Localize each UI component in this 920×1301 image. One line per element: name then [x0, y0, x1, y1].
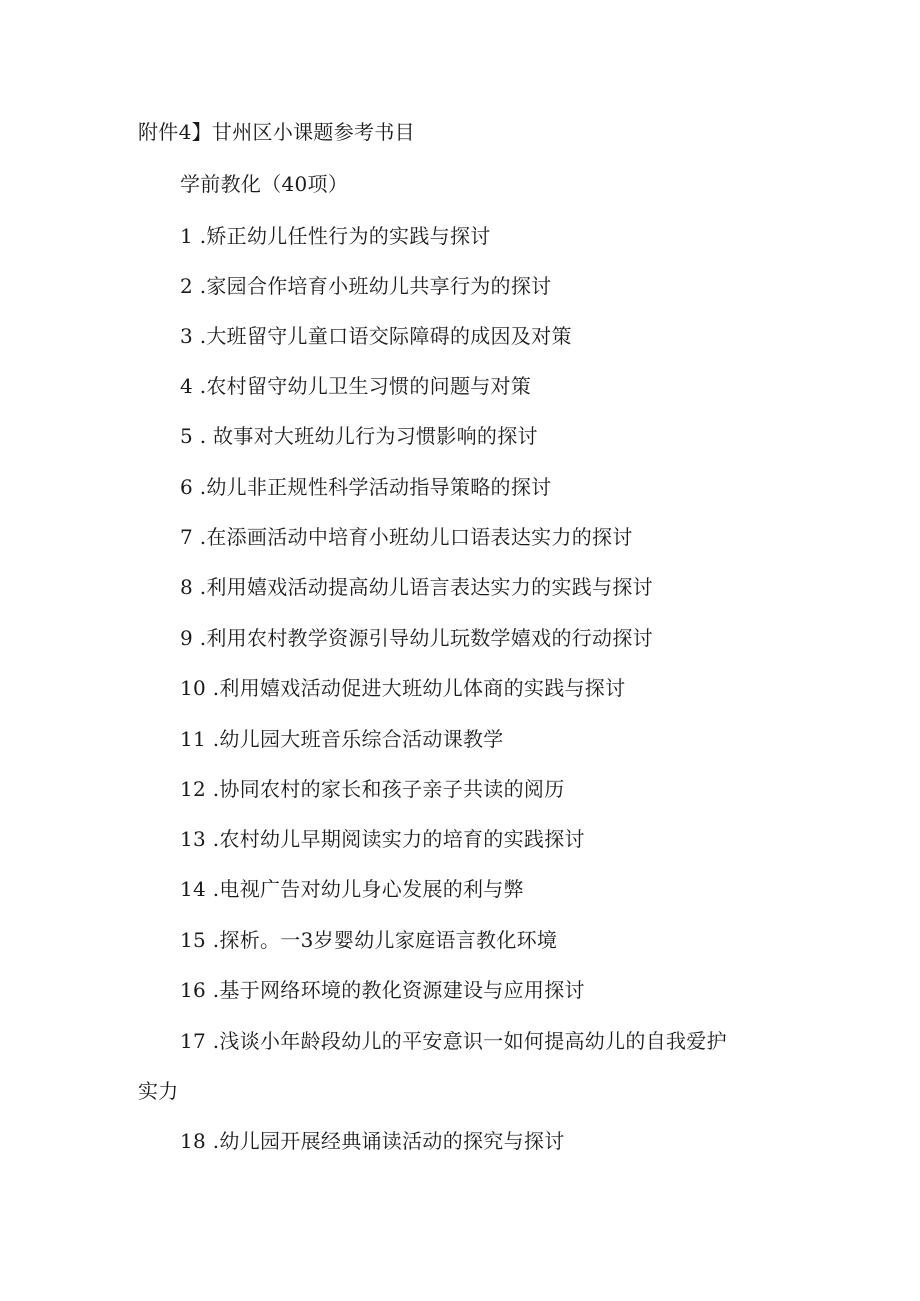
- item-text: . 故事对大班幼儿行为习惯影响的探讨: [199, 424, 538, 448]
- item-text: .家园合作培育小班幼儿共享行为的探讨: [199, 274, 552, 298]
- item-number: 9: [180, 626, 194, 650]
- item-text: .幼儿非正规性科学活动指导策略的探讨: [199, 475, 552, 499]
- item-text: .幼儿园开展经典诵读活动的探究与探讨: [212, 1129, 565, 1153]
- item-number: 15: [180, 928, 207, 952]
- item-number: 1: [180, 224, 194, 248]
- list-item: [180, 777, 565, 801]
- item-number: 14: [180, 877, 207, 901]
- item-text: .利用嬉戏活动促进大班幼儿体商的实践与探讨: [212, 676, 626, 700]
- item-text: .电视广告对幼儿身心发展的利与弊: [212, 877, 524, 901]
- item-text: .农村留守幼儿卫生习惯的问题与对策: [199, 374, 532, 398]
- item-text: .农村幼儿早期阅读实力的培育的实践探讨: [212, 827, 585, 851]
- list-item: [180, 324, 572, 348]
- list-item-continuation: 实力: [138, 1079, 179, 1103]
- list-item: [180, 274, 551, 298]
- item-text: .浅谈小年龄段幼儿的平安意识一如何提高幼儿的自我爱护: [212, 1029, 727, 1053]
- list-item: [180, 928, 557, 952]
- item-number: 18: [180, 1129, 207, 1153]
- list-item: [180, 575, 653, 599]
- item-number: 11: [180, 727, 207, 751]
- list-item: [180, 525, 633, 549]
- list-item: [180, 727, 504, 751]
- item-number: 7: [180, 525, 194, 549]
- item-text: .基于网络环境的教化资源建设与应用探讨: [212, 978, 585, 1002]
- item-number: 3: [180, 324, 194, 348]
- item-number: 13: [180, 827, 207, 851]
- document-title: 附件4】甘州区小课题参考书目: [138, 120, 415, 144]
- item-text: .矫正幼儿任性行为的实践与探讨: [199, 224, 491, 248]
- list-item: [180, 1129, 565, 1153]
- item-number: 6: [180, 475, 194, 499]
- list-item: [180, 475, 551, 499]
- list-item: [180, 424, 538, 448]
- item-number: 4: [180, 374, 194, 398]
- item-text: .幼儿园大班音乐综合活动课教学: [212, 727, 504, 751]
- item-text: .大班留守儿童口语交际障碍的成因及对策: [199, 324, 572, 348]
- section-heading: 学前教化（40项）: [180, 172, 349, 196]
- list-item: [180, 978, 585, 1002]
- item-number: 5: [180, 424, 194, 448]
- item-text: .在添画活动中培育小班幼儿口语表达实力的探讨: [199, 525, 633, 549]
- item-number: 17: [180, 1029, 207, 1053]
- item-text: .探析。一3岁婴幼儿家庭语言教化环境: [212, 928, 558, 952]
- item-text: .利用农村教学资源引导幼儿玩数学嬉戏的行动探讨: [199, 626, 653, 650]
- item-number: 2: [180, 274, 194, 298]
- list-item: [180, 224, 491, 248]
- item-number: 8: [180, 575, 194, 599]
- item-text: .协同农村的家长和孩子亲子共读的阅历: [212, 777, 565, 801]
- list-item: [180, 676, 625, 700]
- list-item: [180, 827, 585, 851]
- list-item: [180, 1029, 727, 1053]
- item-text: .利用嬉戏活动提高幼儿语言表达实力的实践与探讨: [199, 575, 653, 599]
- list-item: [180, 877, 524, 901]
- item-number: 10: [180, 676, 207, 700]
- item-number: 16: [180, 978, 207, 1002]
- list-item: [180, 626, 653, 650]
- list-item: [180, 374, 531, 398]
- item-number: 12: [180, 777, 207, 801]
